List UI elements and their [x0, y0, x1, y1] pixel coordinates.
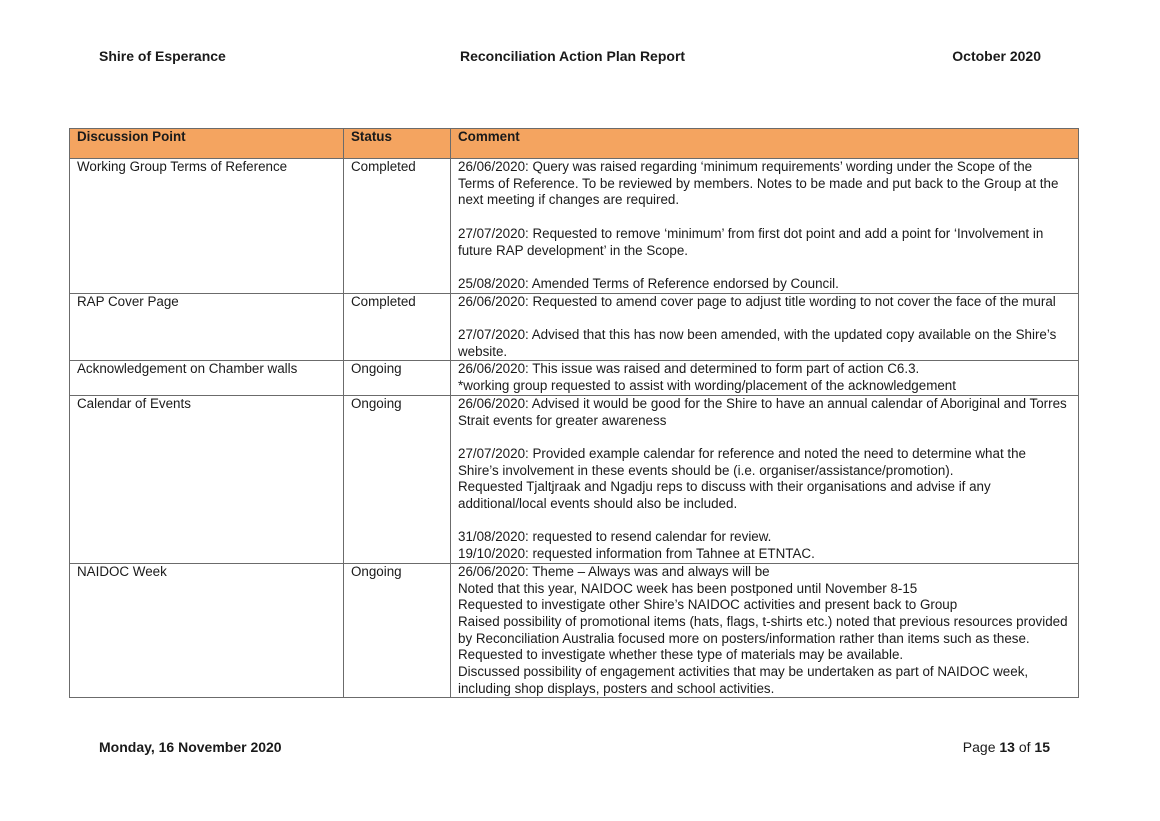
comment-line: Raised possibility of promotional items (hats, flags, t-shirts etc.) noted that previous resources provided by Reconciliation Australia focused more on posters/information rather than items such as these. Requested to investigate whether these type of materials may be available. [458, 613, 1068, 663]
table-header-row [70, 129, 1079, 159]
comment-entry [458, 361, 1068, 394]
comment-line: 26/06/2020: This issue was raised and determined to form part of action C6.3. [458, 361, 920, 377]
table-row [70, 293, 1079, 361]
comment-entry [458, 226, 1068, 259]
status-cell: Completed [344, 293, 451, 361]
comment-line: 26/06/2020: Advised it would be good for the Shire to have an annual calendar of Aboriginal and Torres Strait events for greater awareness [458, 395, 1067, 428]
comment-cell [451, 395, 1079, 563]
table-row [70, 563, 1079, 698]
status-cell: Ongoing [344, 395, 451, 563]
comment-cell [451, 361, 1079, 395]
comment-line: 27/07/2020: Provided example calendar for reference and noted the need to determine what the Shire’s involvement in these events should be (i.e. organiser/assistance/promotion). [458, 445, 1026, 478]
comment-line: *working group requested to assist with wording/placement of the acknowledgement [458, 378, 956, 394]
discussion-point-cell: Acknowledgement on Chamber walls [70, 361, 344, 395]
comment-line: Requested Tjaltjraak and Ngadju reps to discuss with their organisations and advise if any additional/local events should also be included. [458, 479, 991, 511]
page-current: 13 [999, 739, 1015, 755]
rap-table [69, 128, 1079, 698]
comment-line: 31/08/2020: requested to resend calendar for review. [458, 529, 772, 545]
comment-line: 26/06/2020: Query was raised regarding ‘minimum requirements’ wording under the Scope of the Terms of Reference. To be reviewed by members. Notes to be made and put back to the Group at the next meeting if changes are required. [458, 159, 1059, 208]
comment-entry [458, 396, 1068, 429]
discussion-point-cell: Calendar of Events [70, 395, 344, 563]
column-header-comment: Comment [451, 129, 1079, 159]
comment-entry [458, 294, 1068, 311]
discussion-point-cell: RAP Cover Page [70, 293, 344, 361]
comment-entry [458, 529, 1068, 562]
comment-cell [451, 563, 1079, 698]
table-row [70, 159, 1079, 294]
report-period: October 2020 [952, 48, 1041, 64]
comment-line: Discussed possibility of engagement activities that may be undertaken as part of NAIDOC week, including shop displays, posters and school activities. [458, 664, 1029, 696]
comment-line: 26/06/2020: Requested to amend cover page to adjust title wording to not cover the face of the mural [458, 293, 1056, 309]
comment-line: 26/06/2020: Theme – Always was and always will be [458, 563, 770, 579]
comment-line: 27/07/2020: Requested to remove ‘minimum’ from first dot point and add a point for ‘Involvement in future RAP development’ in the Scope. [458, 225, 1044, 258]
comment-entry [458, 159, 1068, 209]
table-row [70, 395, 1079, 563]
page-word: Page [962, 739, 996, 755]
organisation-name: Shire of Esperance [99, 48, 226, 64]
page-header [99, 48, 1041, 68]
column-header-status: Status [344, 129, 451, 159]
comment-entry [458, 276, 1068, 293]
comment-line: 19/10/2020: requested information from Tahnee at ETNTAC. [458, 546, 815, 562]
comment-entry [458, 564, 1068, 698]
comment-cell [451, 159, 1079, 294]
comment-line: 27/07/2020: Advised that this has now been amended, with the updated copy available on the Shire’s website. [458, 326, 1057, 359]
table-row [70, 361, 1079, 395]
status-cell: Completed [344, 159, 451, 294]
comment-line: 25/08/2020: Amended Terms of Reference endorsed by Council. [458, 275, 839, 291]
status-cell: Ongoing [344, 563, 451, 698]
comment-entry [458, 446, 1068, 513]
discussion-point-cell: Working Group Terms of Reference [70, 159, 344, 294]
comment-line: Requested to investigate other Shire’s NAIDOC activities and present back to Group [458, 597, 958, 613]
report-title: Reconciliation Action Plan Report [460, 48, 686, 64]
comment-line: Noted that this year, NAIDOC week has been postponed until November 8-15 [458, 580, 918, 596]
page-of: of [1018, 739, 1031, 755]
comment-cell [451, 293, 1079, 361]
page-number [963, 739, 1050, 755]
footer-date: Monday, 16 November 2020 [99, 739, 282, 755]
comment-entry [458, 327, 1068, 360]
column-header-discussion-point: Discussion Point [70, 129, 344, 159]
discussion-point-cell: NAIDOC Week [70, 563, 344, 698]
status-cell: Ongoing [344, 361, 451, 395]
page-total: 15 [1034, 739, 1050, 755]
